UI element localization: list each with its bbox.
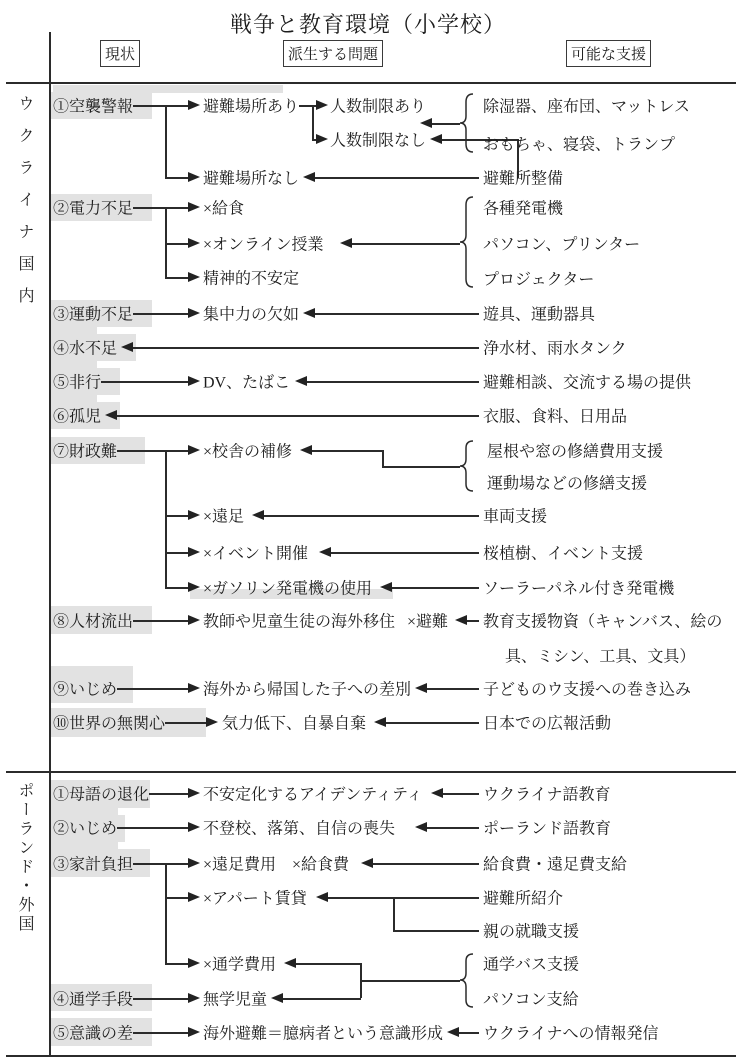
s1-r2-problem3: 精神的不安定 bbox=[203, 270, 300, 288]
arrow-right-icon bbox=[188, 172, 200, 182]
s1-r2-problem2: ×オンライン授業 bbox=[203, 236, 324, 254]
s1-r8-label: ⑧人材流出 bbox=[53, 613, 134, 631]
arrow-right-icon bbox=[188, 202, 200, 212]
s1-r10-problem: 気力低下、自暴自棄 bbox=[222, 715, 367, 733]
s2-r5-label: ⑤意識の差 bbox=[53, 1025, 134, 1043]
s1-r10-label: ⑩世界の無関心 bbox=[53, 715, 166, 733]
header-problems: 派生する問題 bbox=[283, 40, 383, 67]
header-current: 現状 bbox=[100, 40, 140, 67]
connector bbox=[117, 415, 479, 417]
s1-r1-sub2: 人数制限なし bbox=[330, 132, 427, 150]
section1-label: ウクライナ国内 bbox=[16, 95, 33, 319]
connector bbox=[165, 277, 188, 279]
connector bbox=[133, 105, 166, 107]
arrow-left-icon bbox=[300, 445, 312, 455]
connector bbox=[296, 963, 361, 965]
s2-r1-label: ①母語の退化 bbox=[53, 786, 150, 804]
frame-hline-mid bbox=[6, 771, 736, 773]
s1-r7-problem4: ×ガソリン発電機の使用 bbox=[203, 580, 373, 598]
connector bbox=[165, 863, 167, 964]
arrow-left-icon bbox=[303, 172, 315, 182]
connector bbox=[165, 515, 188, 517]
page-title: 戦争と教育環境（小学校） bbox=[229, 12, 506, 37]
arrow-right-icon bbox=[188, 582, 200, 592]
s1-r1-sub1: 人数制限あり bbox=[330, 98, 427, 116]
s1-r7-support3: 車両支援 bbox=[483, 508, 548, 526]
connector bbox=[373, 863, 479, 865]
s1-r2-support2: パソコン、プリンター bbox=[483, 236, 641, 254]
arrow-right-icon bbox=[188, 858, 200, 868]
s1-r5-support: 避難相談、交流する場の提供 bbox=[483, 374, 692, 392]
connector bbox=[386, 722, 479, 724]
s1-r6-support: 衣服、食料、日用品 bbox=[483, 408, 628, 426]
s2-r1-problem: 不安定化するアイデンティティ bbox=[203, 786, 423, 804]
s1-r1-problem2: 避難場所なし bbox=[203, 170, 300, 188]
s1-r1-support2: おもちゃ、寝袋、トランプ bbox=[483, 136, 676, 154]
connector bbox=[427, 688, 479, 690]
s2-r3-problem2: ×アパート賃貸 bbox=[203, 890, 307, 908]
s1-r6-label: ⑥孤児 bbox=[53, 408, 102, 426]
arrow-right-icon bbox=[188, 308, 200, 318]
s1-r2-label: ②電力不足 bbox=[53, 200, 134, 218]
arrow-left-icon bbox=[121, 342, 133, 352]
s2-r4-problem: 無学児童 bbox=[203, 991, 268, 1009]
section2-label: ポーランド・外国 bbox=[16, 782, 33, 934]
s2-r3-problem3: ×通学費用 bbox=[203, 956, 277, 974]
connector bbox=[283, 998, 361, 1000]
connector bbox=[149, 793, 188, 795]
s1-r1-support1: 除湿器、座布団、マットレス bbox=[483, 98, 690, 116]
brace bbox=[460, 440, 474, 492]
arrow-right-icon bbox=[188, 376, 200, 386]
s1-r5-problem: DV、たばこ bbox=[203, 374, 291, 392]
connector bbox=[382, 466, 460, 468]
s1-r7-label: ⑦財政難 bbox=[53, 443, 118, 461]
arrow-left-icon bbox=[316, 892, 328, 902]
s2-r2-support: ポーランド語教育 bbox=[483, 820, 612, 838]
connector bbox=[312, 450, 383, 452]
connector bbox=[133, 863, 166, 865]
s1-r7-problem1: ×校舎の補修 bbox=[203, 443, 293, 461]
highlight-strip bbox=[50, 395, 97, 402]
arrow-right-icon bbox=[188, 547, 200, 557]
arrow-right-icon bbox=[206, 717, 218, 727]
arrow-right-icon bbox=[188, 510, 200, 520]
arrow-left-icon bbox=[271, 993, 283, 1003]
connector bbox=[307, 381, 479, 383]
connector bbox=[133, 1032, 188, 1034]
arrow-right-icon bbox=[316, 134, 328, 144]
arrow-right-icon bbox=[188, 272, 200, 282]
s1-r4-support: 浄水材、雨水タンク bbox=[483, 340, 627, 358]
s1-r1-problem: 避難場所あり bbox=[203, 98, 300, 116]
connector bbox=[352, 243, 460, 245]
connector bbox=[392, 587, 479, 589]
arrow-right-icon bbox=[188, 1027, 200, 1037]
connector bbox=[117, 688, 188, 690]
arrow-right-icon bbox=[188, 958, 200, 968]
arrow-right-icon bbox=[188, 445, 200, 455]
connector bbox=[382, 450, 384, 467]
connector bbox=[101, 381, 188, 383]
s1-r9-support: 子どものウ支援への巻き込み bbox=[483, 681, 692, 699]
s1-r2-support1: 各種発電機 bbox=[483, 200, 564, 218]
frame-hline-bottom bbox=[6, 1055, 736, 1057]
arrow-left-icon bbox=[295, 376, 307, 386]
s1-r9-label: ⑨いじめ bbox=[53, 681, 118, 699]
connector bbox=[360, 980, 460, 982]
connector bbox=[165, 177, 188, 179]
connector bbox=[117, 827, 188, 829]
arrow-left-icon bbox=[420, 118, 432, 128]
s2-r3-support3: 親の就職支援 bbox=[483, 923, 580, 941]
arrow-left-icon bbox=[430, 134, 442, 144]
arrow-left-icon bbox=[431, 788, 443, 798]
s2-r3-label: ③家計負担 bbox=[53, 856, 134, 874]
arrow-left-icon bbox=[374, 717, 386, 727]
s2-r2-label: ②いじめ bbox=[53, 820, 118, 838]
connector bbox=[443, 793, 479, 795]
connector bbox=[165, 963, 188, 965]
highlight-strip bbox=[50, 327, 97, 334]
arrow-left-icon bbox=[415, 822, 427, 832]
s1-r7-support4: 桜植樹、イベント支援 bbox=[483, 545, 644, 563]
connector bbox=[427, 827, 479, 829]
connector bbox=[165, 587, 188, 589]
connector bbox=[165, 105, 188, 107]
arrow-right-icon bbox=[316, 100, 328, 110]
connector bbox=[331, 552, 479, 554]
connector bbox=[165, 897, 188, 899]
s1-r5-label: ⑤非行 bbox=[53, 374, 102, 392]
frame-hline-top bbox=[6, 82, 736, 84]
s2-r3-support5: パソコン支給 bbox=[483, 991, 579, 1009]
s1-r7-problem2: ×遠足 bbox=[203, 508, 245, 526]
header-support: 可能な支援 bbox=[566, 40, 651, 67]
s2-r3-support2: 避難所紹介 bbox=[483, 890, 564, 908]
arrow-right-icon bbox=[188, 238, 200, 248]
connector bbox=[393, 897, 395, 931]
arrow-left-icon bbox=[361, 858, 373, 868]
s1-r3-label: ③運動不足 bbox=[53, 306, 134, 324]
arrow-left-icon bbox=[284, 958, 296, 968]
s2-r4-label: ④通学手段 bbox=[53, 991, 134, 1009]
s2-r3-problem1: ×遠足費用 ×給食費 bbox=[203, 856, 350, 874]
connector bbox=[165, 450, 188, 452]
arrow-right-icon bbox=[188, 993, 200, 1003]
s1-r7-support5: ソーラーパネル付き発電機 bbox=[483, 580, 675, 598]
brace bbox=[460, 953, 474, 1008]
s1-r1-support3: 避難所整備 bbox=[483, 170, 564, 188]
connector bbox=[459, 1032, 479, 1034]
connector bbox=[117, 450, 166, 452]
arrow-left-icon bbox=[303, 308, 315, 318]
s1-r8-support2: 具、ミシン、工具、文具） bbox=[505, 648, 696, 666]
connector bbox=[165, 722, 206, 724]
s1-r4-label: ④水不足 bbox=[53, 340, 118, 358]
connector bbox=[315, 313, 479, 315]
s2-r2-problem: 不登校、落第、自信の喪失 bbox=[203, 820, 396, 838]
arrow-left-icon bbox=[105, 410, 117, 420]
s2-r5-support: ウクライナへの情報発信 bbox=[483, 1025, 659, 1043]
arrow-right-icon bbox=[188, 892, 200, 902]
s1-r8-problem1: 教師や児童生徒の海外移住 bbox=[203, 613, 396, 631]
connector bbox=[467, 620, 479, 622]
s2-r3-support1: 給食費・遠足費支給 bbox=[483, 856, 628, 874]
s1-r7-problem3: ×イベント開催 bbox=[203, 545, 309, 563]
connector bbox=[165, 207, 188, 209]
arrow-right-icon bbox=[188, 683, 200, 693]
connector bbox=[264, 515, 479, 517]
connector bbox=[315, 177, 479, 179]
connector bbox=[432, 123, 460, 125]
s2-r1-support: ウクライナ語教育 bbox=[483, 786, 611, 804]
connector bbox=[133, 998, 188, 1000]
s1-r8-support1: 教育支援物資（キャンバス、絵の bbox=[483, 613, 723, 631]
s1-r8-problem2: ×避難 bbox=[407, 613, 449, 631]
connector bbox=[165, 450, 167, 587]
s1-r10-support: 日本での広報活動 bbox=[483, 715, 612, 733]
arrow-right-icon bbox=[188, 788, 200, 798]
arrow-right-icon bbox=[188, 822, 200, 832]
connector bbox=[133, 313, 188, 315]
frame-vline bbox=[49, 32, 51, 1056]
s1-r2-problem1: ×給食 bbox=[203, 200, 245, 218]
connector bbox=[165, 863, 188, 865]
highlight-strip bbox=[50, 361, 97, 368]
arrow-left-icon bbox=[415, 683, 427, 693]
s1-r3-problem: 集中力の欠如 bbox=[203, 306, 300, 324]
connector bbox=[312, 105, 314, 140]
s1-r7-support1: 屋根や窓の修繕費用支援 bbox=[487, 443, 664, 461]
s2-r5-problem: 海外避難＝臆病者という意識形成 bbox=[203, 1025, 444, 1043]
arrow-left-icon bbox=[455, 615, 467, 625]
arrow-left-icon bbox=[447, 1027, 459, 1037]
arrow-left-icon bbox=[380, 582, 392, 592]
s1-r3-support: 遊具、運動器具 bbox=[483, 306, 596, 324]
arrow-left-icon bbox=[340, 238, 352, 248]
connector bbox=[328, 897, 479, 899]
connector bbox=[133, 347, 479, 349]
brace bbox=[460, 196, 474, 288]
connector bbox=[393, 930, 479, 932]
brace bbox=[460, 93, 474, 153]
arrow-right-icon bbox=[188, 615, 200, 625]
arrow-left-icon bbox=[252, 510, 264, 520]
arrow-left-icon bbox=[319, 547, 331, 557]
s1-r7-support2: 運動場などの修繕支援 bbox=[487, 475, 648, 493]
s2-r3-support4: 通学バス支援 bbox=[483, 956, 580, 974]
connector bbox=[165, 105, 167, 177]
s1-r9-problem: 海外から帰国した子への差別 bbox=[203, 681, 412, 699]
arrow-right-icon bbox=[188, 100, 200, 110]
connector bbox=[133, 620, 188, 622]
s1-r1-label: ①空襲警報 bbox=[53, 98, 134, 116]
connector bbox=[165, 552, 188, 554]
connector bbox=[133, 207, 166, 209]
s1-r2-support3: プロジェクター bbox=[483, 271, 595, 289]
connector bbox=[165, 243, 188, 245]
connector bbox=[165, 207, 167, 277]
